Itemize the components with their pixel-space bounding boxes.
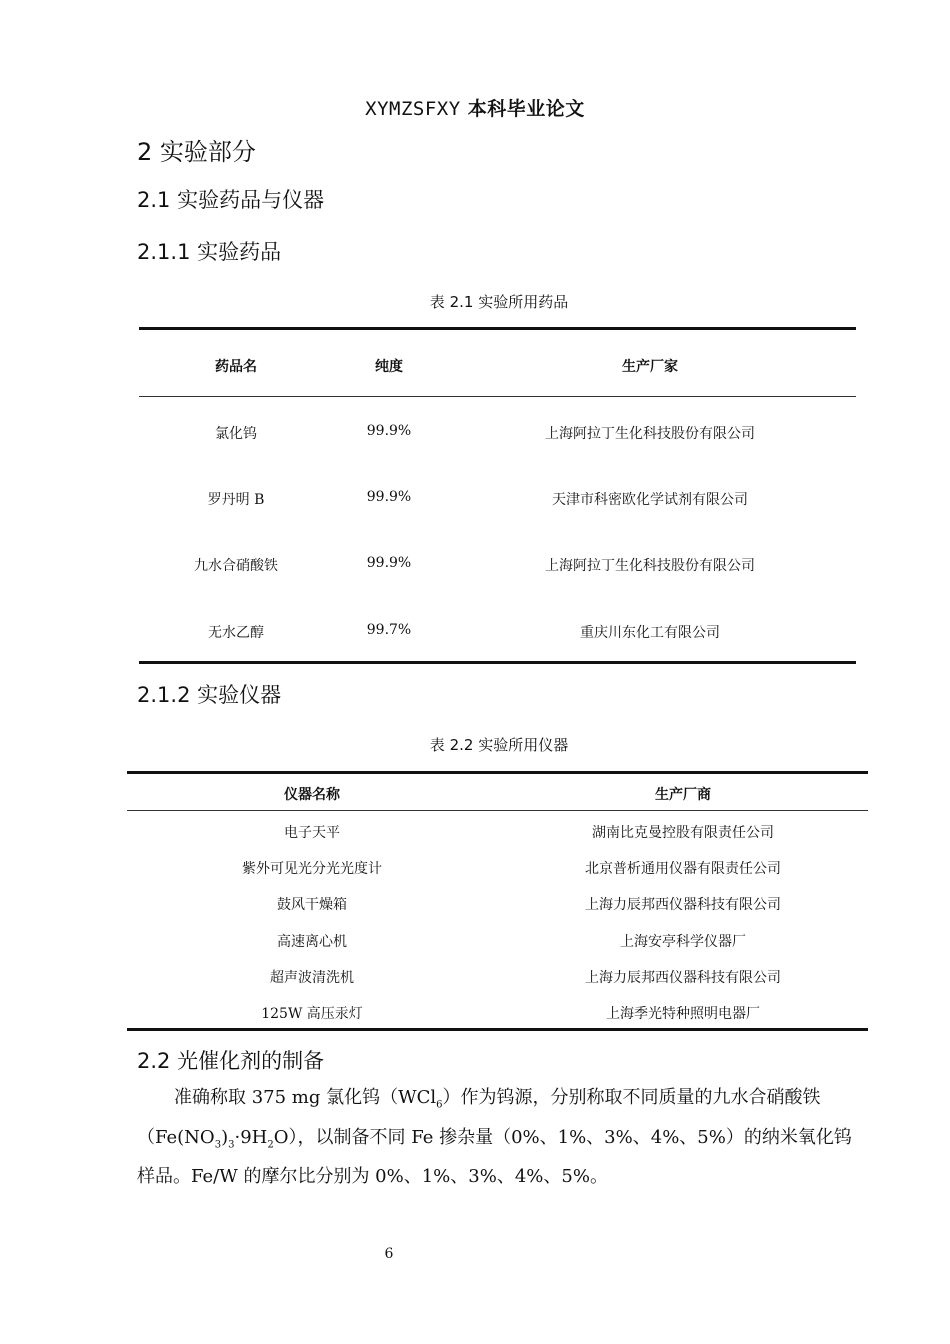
table2-cell: 上海力辰邦西仪器科技有限公司	[585, 970, 781, 986]
subscript: 6	[436, 1099, 443, 1111]
para-text: ）作为钨源，分别称取不同质量的九水合硝酸铁	[442, 1087, 821, 1108]
table1-cell: 氯化钨	[215, 426, 257, 442]
page-number: 6	[384, 1246, 394, 1262]
table1-header-purity: 纯度	[375, 359, 403, 375]
subsection-2-1-1: 2.1.1 实验药品	[137, 240, 282, 264]
table1-cell: 罗丹明 B	[207, 492, 265, 508]
para-text: 准确称取 375 mg 氯化钨（WCl	[174, 1087, 437, 1108]
table1-header-maker: 生产厂家	[622, 359, 678, 375]
table1-cell: 上海阿拉丁生化科技股份有限公司	[545, 558, 755, 574]
table1-bottom-rule	[139, 661, 856, 664]
table2-top-rule	[127, 771, 868, 774]
para-line-3: 样品。Fe/W 的摩尔比分别为 0%、1%、3%、4%、5%。	[137, 1166, 608, 1188]
para-line-2	[137, 1122, 859, 1162]
table1-cell: 99.9%	[366, 423, 412, 439]
body-paragraph	[137, 1082, 859, 1193]
table1-mid-rule	[139, 396, 856, 397]
table1-top-rule	[139, 327, 856, 330]
table2-cell: 鼓风干燥箱	[277, 897, 347, 913]
table2-cell: 北京普析通用仪器有限责任公司	[585, 861, 781, 877]
table1-cell: 重庆川东化工有限公司	[580, 625, 720, 641]
table2-cell: 紫外可见光分光光度计	[242, 861, 382, 877]
table2-cell: 上海力辰邦西仪器科技有限公司	[585, 897, 781, 913]
table1-cell: 99.9%	[366, 555, 412, 571]
table1-cell: 99.7%	[366, 622, 412, 638]
table2-bottom-rule	[127, 1028, 868, 1031]
para-text: （Fe(NO	[137, 1126, 215, 1148]
para-text: ·9H	[234, 1126, 268, 1148]
table1-cell: 无水乙醇	[208, 625, 264, 641]
table1-header-name: 药品名	[215, 359, 257, 375]
table2-cell: 湖南比克曼控股有限责任公司	[592, 825, 774, 841]
subsection-2-1-2: 2.1.2 实验仪器	[137, 683, 282, 707]
header-cjk: 本科毕业论文	[460, 98, 585, 120]
table1-cell: 99.9%	[366, 489, 412, 505]
table2-mid-rule	[127, 810, 868, 811]
table2-cell: 电子天平	[284, 825, 340, 841]
subscript: 3	[214, 1139, 222, 1151]
table2-header-maker: 生产厂商	[655, 787, 711, 803]
section-title: 2 实验部分	[137, 138, 256, 166]
subscript: 2	[267, 1139, 274, 1151]
table1-cell: 天津市科密欧化学试剂有限公司	[552, 492, 748, 508]
para-line-1	[137, 1082, 859, 1122]
subsection-2-1: 2.1 实验药品与仪器	[137, 188, 325, 212]
table1-cell: 九水合硝酸铁	[194, 558, 278, 574]
para-text: O），以制备不同 Fe 掺杂量（0%、1%、3%、4%、5%）的纳米氧化钨	[273, 1126, 852, 1148]
table2-cell: 高速离心机	[277, 934, 347, 950]
subsection-2-2: 2.2 光催化剂的制备	[137, 1049, 325, 1073]
table2-cell: 上海季光特种照明电器厂	[606, 1006, 760, 1022]
table2-caption: 表 2.2 实验所用仪器	[429, 736, 569, 754]
para-text: )	[221, 1126, 229, 1148]
table1-cell: 上海阿拉丁生化科技股份有限公司	[545, 426, 755, 442]
table2-cell: 上海安亭科学仪器厂	[620, 934, 746, 950]
table1-caption: 表 2.1 实验所用药品	[429, 293, 569, 311]
header-latin: XYMZSFXY	[365, 98, 461, 120]
table2-cell: 125W 高压汞灯	[261, 1006, 363, 1022]
table2-header-name: 仪器名称	[284, 787, 340, 803]
running-header	[0, 94, 950, 121]
subscript: 3	[228, 1139, 235, 1151]
table2-cell: 超声波清洗机	[270, 970, 354, 986]
